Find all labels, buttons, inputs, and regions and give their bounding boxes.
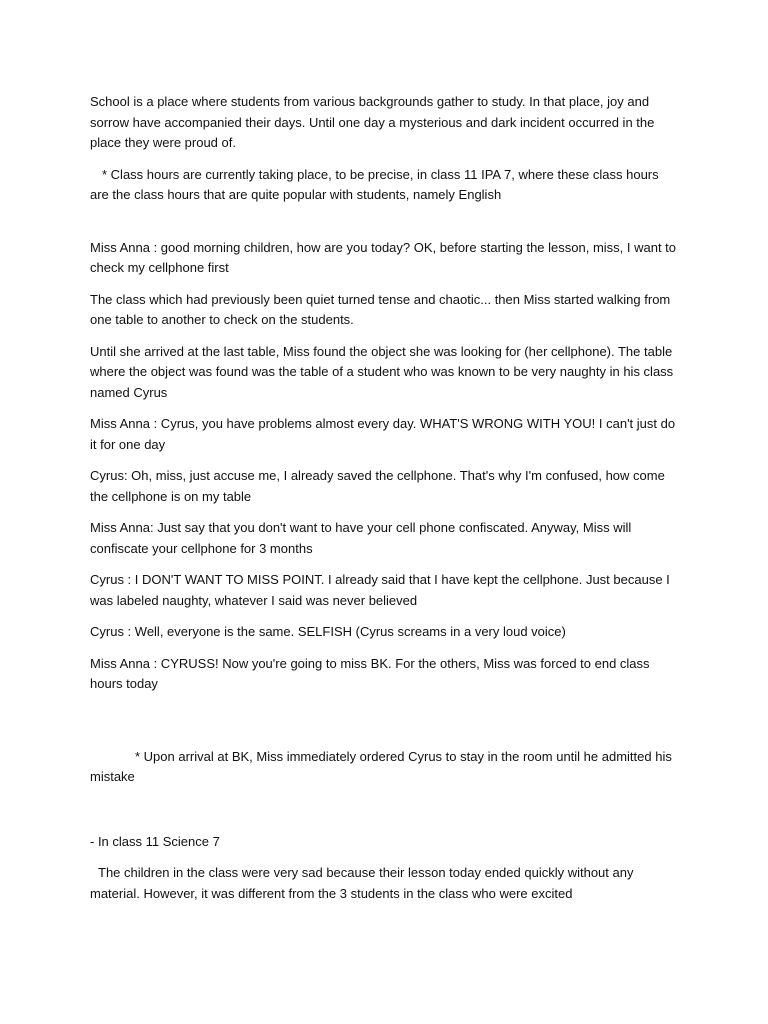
paragraph-dialogue-cyrus-1: Cyrus: Oh, miss, just accuse me, I already saved the cellphone. That's why I'm confused, how come the cellphone is on my table (90, 468, 665, 504)
paragraph-scene-heading: - In class 11 Science 7 (90, 833, 220, 849)
paragraph-dialogue-miss-anna-4: Miss Anna : CYRUSS! Now you're going to miss BK. For the others, Miss was forced to end class hours today (90, 655, 650, 691)
paragraph-class-sad: The children in the class were very sad because their lesson today ended quickly without any material. However, it was different from the 3 students in the class who were excited (90, 865, 634, 901)
paragraph-dialogue-miss-anna-2: Miss Anna : Cyrus, you have problems almost every day. WHAT'S WRONG WITH YOU! I can't just do it for one day (90, 416, 676, 452)
paragraph-intro: School is a place where students from various backgrounds gather to study. In that place, joy and sorrow have accompanied their days. Until one day a mysterious and dark incident occurred in the place they were proud of. (90, 94, 655, 150)
paragraph-dialogue-miss-anna-3: Miss Anna: Just say that you don't want to have your cell phone confiscated. Anyway, Miss will confiscate your cellphone for 3 months (90, 520, 632, 556)
paragraph-scene-note: * Class hours are currently taking place, to be precise, in class 11 IPA 7, where these class hours are the class hours that are quite popular with students, namely English (90, 166, 659, 202)
document-page (90, 92, 680, 915)
paragraph-class-tense: The class which had previously been quiet turned tense and chaotic... then Miss started walking from one table to another to check on the students. (90, 291, 671, 327)
paragraph-dialogue-cyrus-3: Cyrus : Well, everyone is the same. SELFISH (Cyrus screams in a very loud voice) (90, 624, 566, 639)
paragraph-last-table: Until she arrived at the last table, Miss found the object she was looking for (her cellphone). The table where the object was found was the table of a student who was known to be very naughty in his class named Cyrus (90, 343, 674, 400)
paragraph-scene-bk: * Upon arrival at BK, Miss immediately ordered Cyrus to stay in the room until he admitted his mistake (90, 748, 672, 784)
paragraph-dialogue-miss-anna-1: Miss Anna : good morning children, how are you today? OK, before starting the lesson, miss, I want to check my cellphone first (90, 239, 677, 275)
paragraph-dialogue-cyrus-2: Cyrus : I DON'T WANT TO MISS POINT. I already said that I have kept the cellphone. Just because I was labeled naughty, whatever I said was never believed (90, 572, 670, 608)
